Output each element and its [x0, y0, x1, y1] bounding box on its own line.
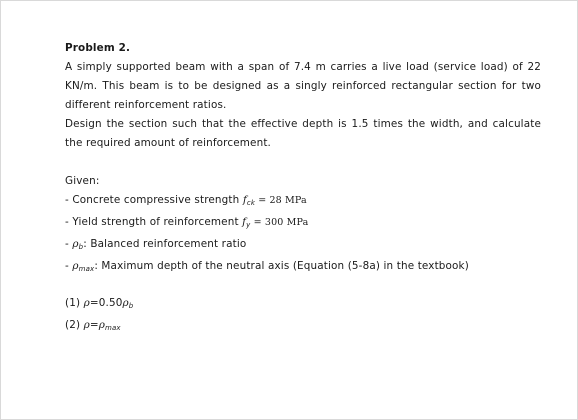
fy-symbol: f [242, 216, 247, 228]
given-item-fy [65, 213, 541, 235]
problem-content [65, 39, 541, 338]
fck-subscript: ck [246, 199, 256, 207]
fck-value: = 28 MPa [255, 195, 307, 206]
case-equals: = [89, 319, 99, 331]
fy-subscript: y [246, 221, 251, 229]
rho-max-subscript: max [78, 265, 95, 273]
case-2 [65, 316, 541, 338]
case-1 [65, 294, 541, 316]
fy-value: = 300 MPa [250, 217, 309, 228]
case-equals: =0.50 [89, 297, 123, 309]
rho-symbol: ρ [83, 319, 90, 331]
rho-symbol: ρ [83, 297, 90, 309]
problem-paragraph-1: A simply supported beam with a span of 7.4 m carries a live load (service load) of 22 KN/m. This beam is to be designed as a singly reinforced rectangular section for two different reinforcement ratios. [65, 61, 541, 111]
given-item-text: : Maximum depth of the neutral axis (Equation (5-8a) in the textbook) [94, 260, 469, 272]
bullet-dash: - [65, 194, 69, 206]
rho-symbol: ρ [72, 238, 79, 250]
rho-max-subscript: max [105, 324, 121, 332]
spacer [65, 153, 541, 172]
rho-symbol: ρ [72, 260, 79, 272]
case-number: (2) [65, 319, 81, 331]
bullet-dash: - [65, 216, 69, 228]
rho-b-subscript: b [78, 243, 84, 251]
rho-symbol: ρ [98, 319, 106, 331]
given-item-rho-max [65, 257, 541, 279]
given-item-text: Concrete compressive strength [72, 194, 243, 206]
given-item-fck [65, 191, 541, 213]
given-item-text: Yield strength of reinforcement [72, 216, 243, 228]
bullet-dash: - [65, 238, 69, 250]
given-item-text: : Balanced reinforcement ratio [83, 238, 247, 250]
problem-paragraph-2: Design the section such that the effective depth is 1.5 times the width, and calculate the required amount of reinforcement. [65, 118, 541, 149]
fck-symbol: f [242, 194, 247, 206]
case-number: (1) [65, 297, 81, 309]
rho-symbol: ρ [122, 297, 129, 309]
given-label: Given: [65, 175, 100, 187]
spacer [65, 279, 541, 294]
bullet-dash: - [65, 260, 69, 272]
rho-b-subscript: b [128, 302, 134, 310]
problem-title: Problem 2. [65, 42, 131, 54]
given-item-rho-b [65, 235, 541, 257]
